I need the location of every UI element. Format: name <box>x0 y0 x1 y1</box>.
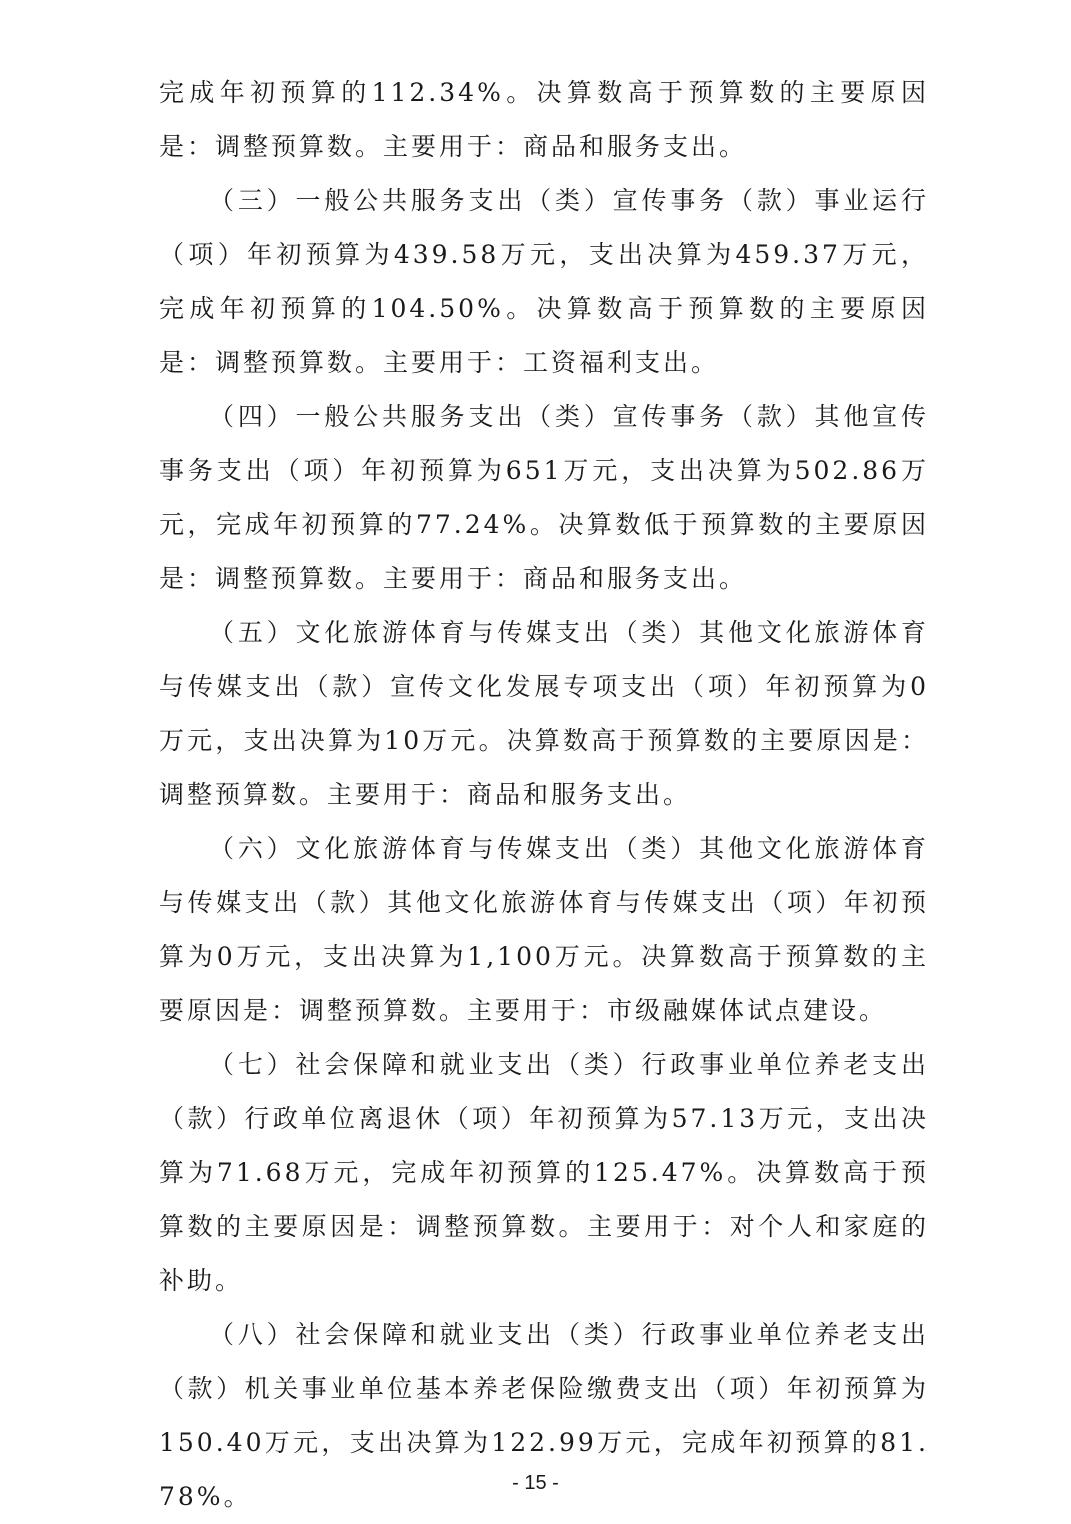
paragraph-item-6: （六）文化旅游体育与传媒支出（类）其他文化旅游体育与传媒支出（款）其他文化旅游体育与传媒支出（项）年初预算为0万元，支出决算为1,100万元。决算数高于预算数的主要原因是：调整预算数。主要用于：市级融媒体试点建设。 <box>159 834 929 1025</box>
page-number: - 15 - <box>512 1472 559 1494</box>
paragraph-item-7: （七）社会保障和就业支出（类）行政事业单位养老支出（款）行政单位离退休（项）年初预算为57.13万元，支出决算为71.68万元，完成年初预算的125.47%。决算数高于预算数的主要原因是：调整预算数。主要用于：对个人和家庭的补助。 <box>159 1050 929 1295</box>
paragraph-continuation: 完成年初预算的112.34%。决算数高于预算数的主要原因是：调整预算数。主要用于：商品和服务支出。 <box>159 78 929 161</box>
paragraph-item-3: （三）一般公共服务支出（类）宣传事务（款）事业运行（项）年初预算为439.58万元，支出决算为459.37万元，完成年初预算的104.50%。决算数高于预算数的主要原因是：调整预算数。主要用于：工资福利支出。 <box>159 186 929 377</box>
body-text <box>159 66 929 1524</box>
paragraph-item-8: （八）社会保障和就业支出（类）行政事业单位养老支出（款）机关事业单位基本养老保险缴费支出（项）年初预算为150.40万元，支出决算为122.99万元，完成年初预算的81.78%。 <box>159 1320 929 1511</box>
paragraph-item-4: （四）一般公共服务支出（类）宣传事务（款）其他宣传事务支出（项）年初预算为651万元，支出决算为502.86万元，完成年初预算的77.24%。决算数低于预算数的主要原因是：调整预算数。主要用于：商品和服务支出。 <box>159 402 929 593</box>
paragraph-item-5: （五）文化旅游体育与传媒支出（类）其他文化旅游体育与传媒支出（款）宣传文化发展专项支出（项）年初预算为0万元，支出决算为10万元。决算数高于预算数的主要原因是：调整预算数。主要用于：商品和服务支出。 <box>159 618 929 809</box>
